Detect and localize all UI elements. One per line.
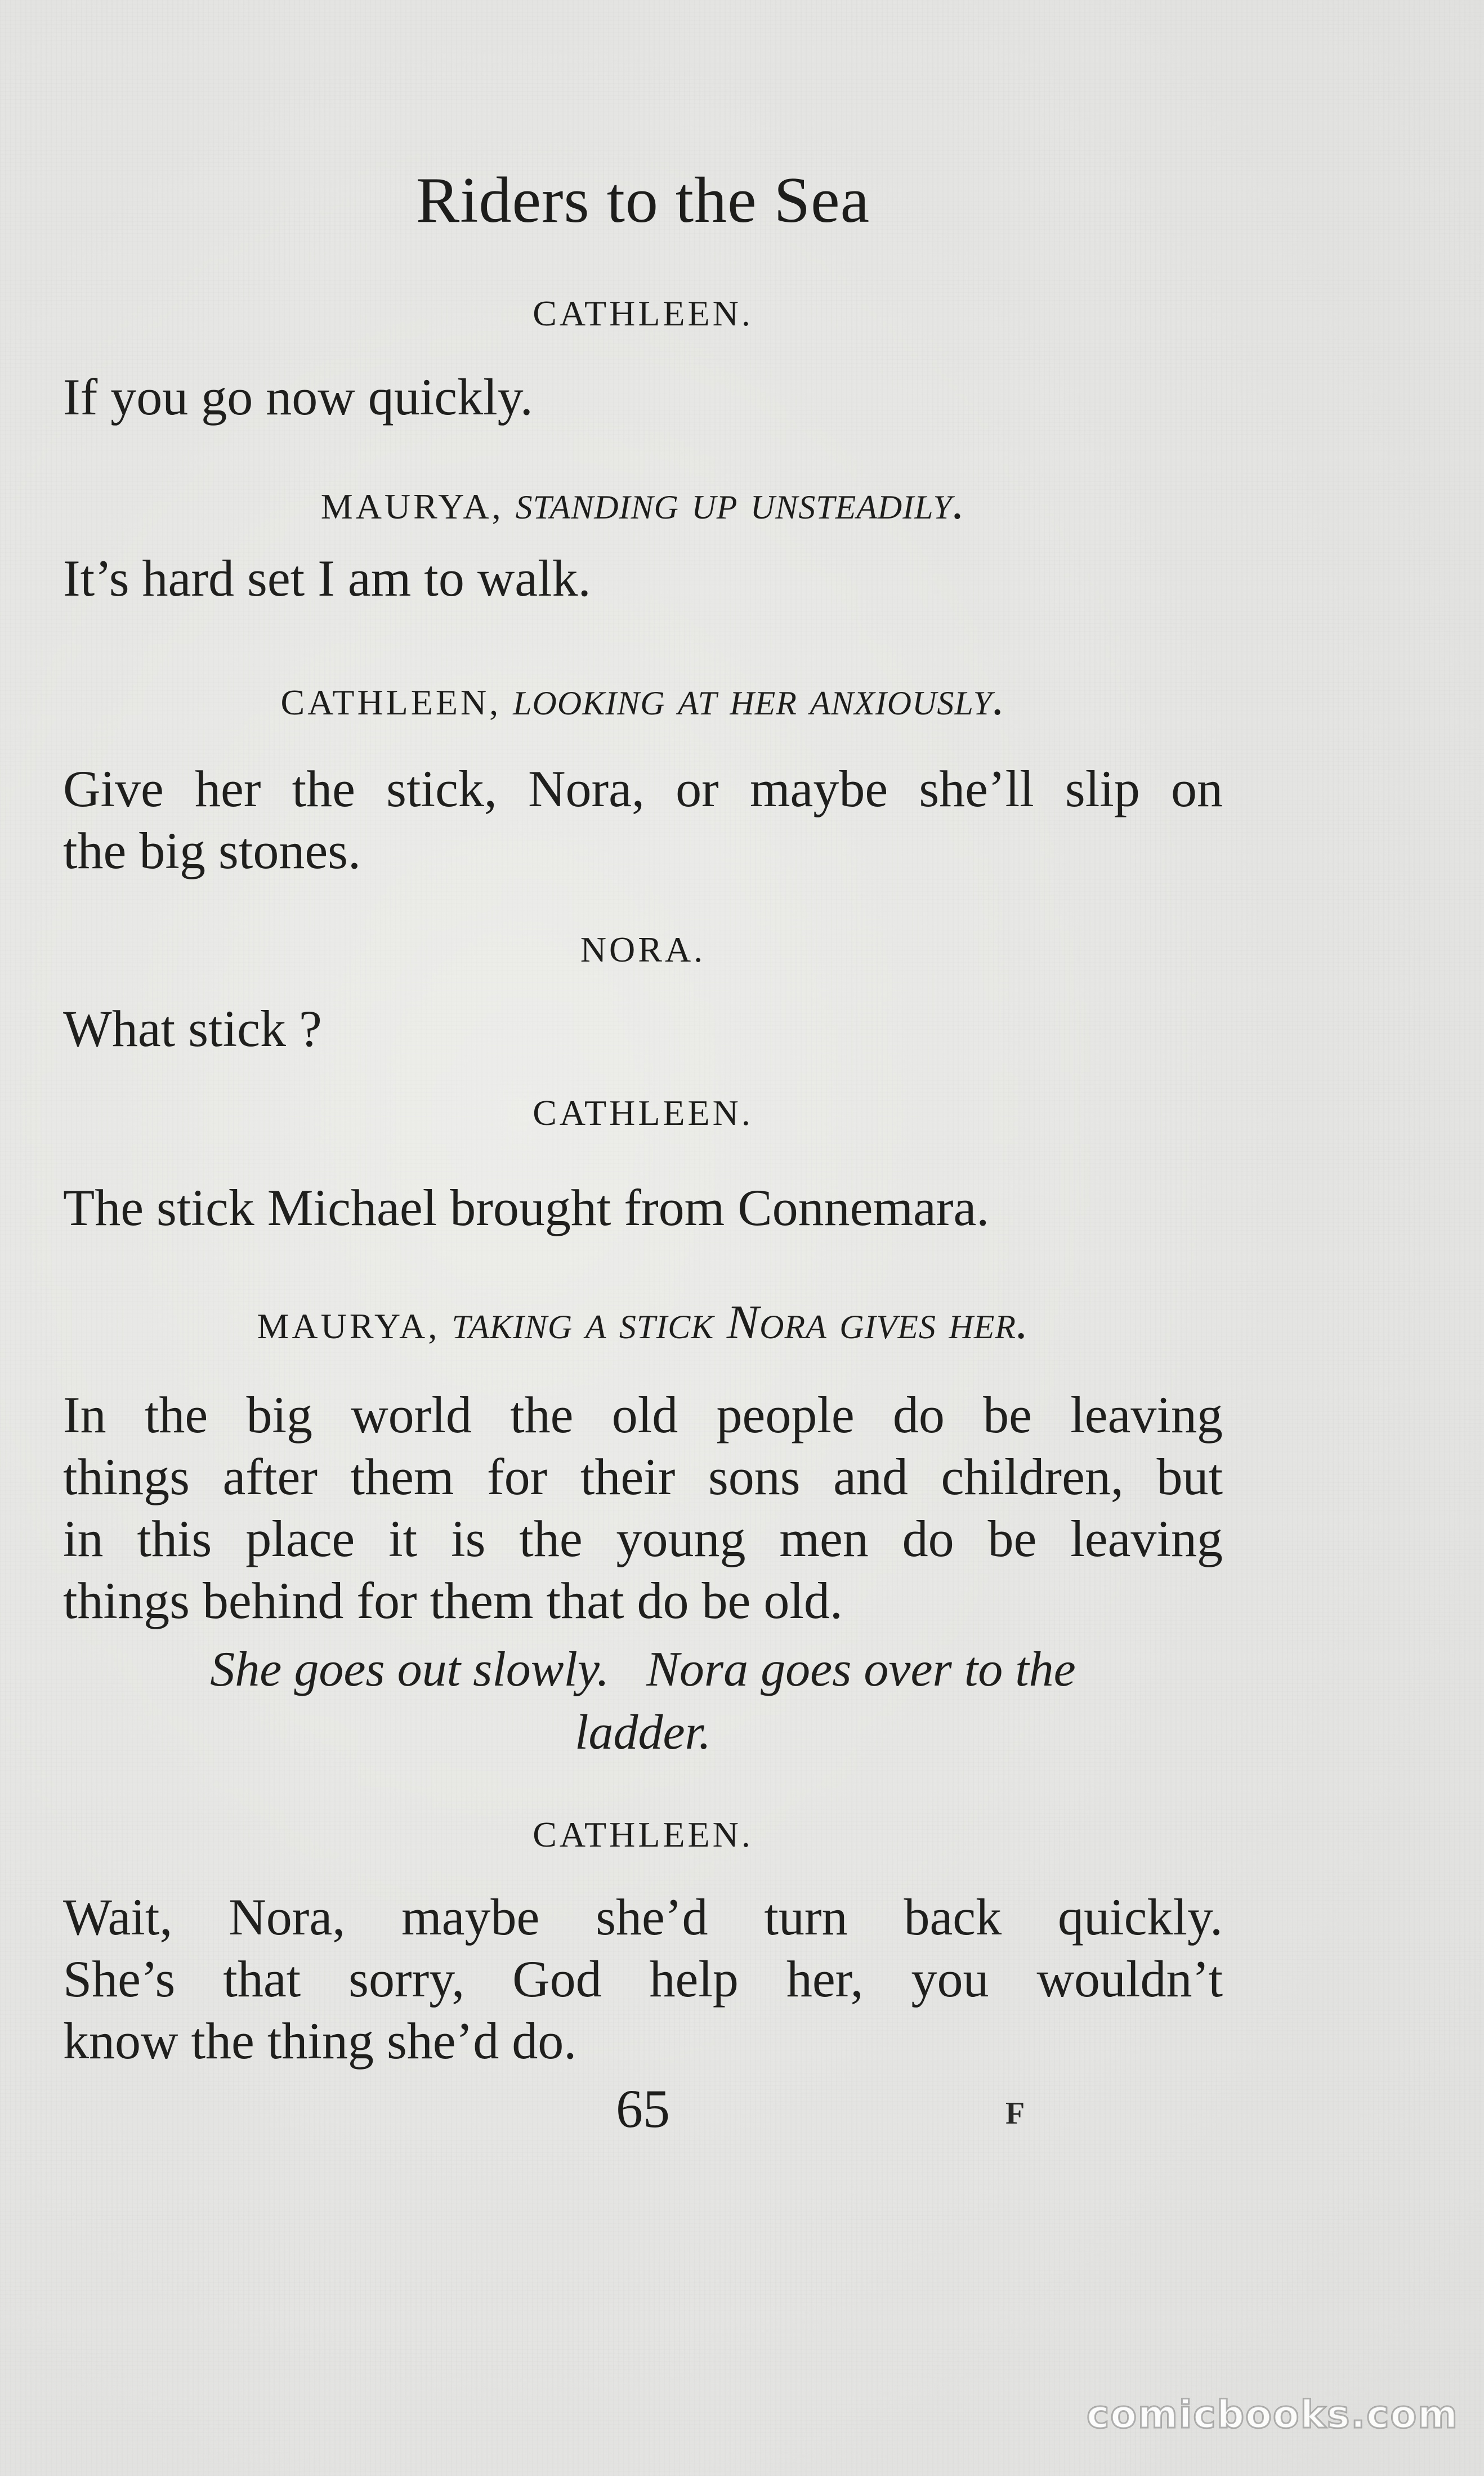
stage-direction xyxy=(170,1638,1116,1764)
speaker-name: MAURYA, xyxy=(257,1306,440,1346)
speaker-name: CATHLEEN. xyxy=(533,293,753,333)
speech-line: things behind for them that do be old. xyxy=(63,1572,843,1629)
speaker-direction: looking at her anxiously. xyxy=(513,671,1005,725)
speaker-heading xyxy=(63,474,1223,530)
speaker-name: CATHLEEN. xyxy=(533,1814,753,1854)
stage-direction-line: ladder. xyxy=(575,1705,711,1760)
speech-line: know the thing she’d do. xyxy=(63,2012,577,2070)
speech xyxy=(63,1177,1223,1239)
speaker-name: CATHLEEN. xyxy=(533,1093,753,1133)
page-number: 65 xyxy=(616,2079,670,2139)
speech xyxy=(63,547,1223,609)
speech xyxy=(63,758,1223,882)
speaker-heading xyxy=(63,293,1223,334)
signature-mark: F xyxy=(1005,2096,1025,2131)
speech xyxy=(63,1886,1223,2072)
speech xyxy=(63,998,1223,1060)
speaker-heading xyxy=(63,1294,1223,1350)
speech-line: The stick Michael brought from Connemara. xyxy=(63,1179,990,1236)
speech-line: Wait, Nora, maybe she’d turn back quickly. xyxy=(63,1888,1223,1946)
stage-direction-line: She goes out slowly. Nora goes over to the xyxy=(210,1642,1076,1697)
watermark: comicbooks.com xyxy=(1087,2393,1459,2437)
speech-line: She’s that sorry, God help her, you wouldn’t xyxy=(63,1950,1223,2008)
speaker-heading xyxy=(63,1814,1223,1856)
speech-line: things after them for their sons and children, but xyxy=(63,1448,1223,1505)
speaker-name: MAURYA, xyxy=(320,486,504,526)
speech-line: What stick ? xyxy=(63,1000,322,1057)
speech-line: the big stones. xyxy=(63,822,361,879)
speaker-heading xyxy=(63,670,1223,726)
speech-line: In the big world the old people do be leaving xyxy=(63,1386,1223,1443)
speech-line: If you go now quickly. xyxy=(63,368,533,426)
speech xyxy=(63,1384,1223,1632)
speaker-heading xyxy=(63,1092,1223,1134)
speaker-direction: standing up unsteadily. xyxy=(515,475,966,529)
speech xyxy=(63,366,1223,428)
speaker-name: CATHLEEN, xyxy=(280,682,502,722)
speech-line: It’s hard set I am to walk. xyxy=(63,549,591,607)
speaker-name: NORA. xyxy=(580,929,706,969)
speaker-heading xyxy=(63,929,1223,971)
speaker-direction: taking a stick Nora gives her. xyxy=(452,1295,1029,1349)
speech-line: Give her the stick, Nora, or maybe she’ll slip on xyxy=(63,760,1223,817)
running-head: Riders to the Sea xyxy=(415,164,870,236)
speech-line: in this place it is the young men do be leaving xyxy=(63,1510,1223,1567)
